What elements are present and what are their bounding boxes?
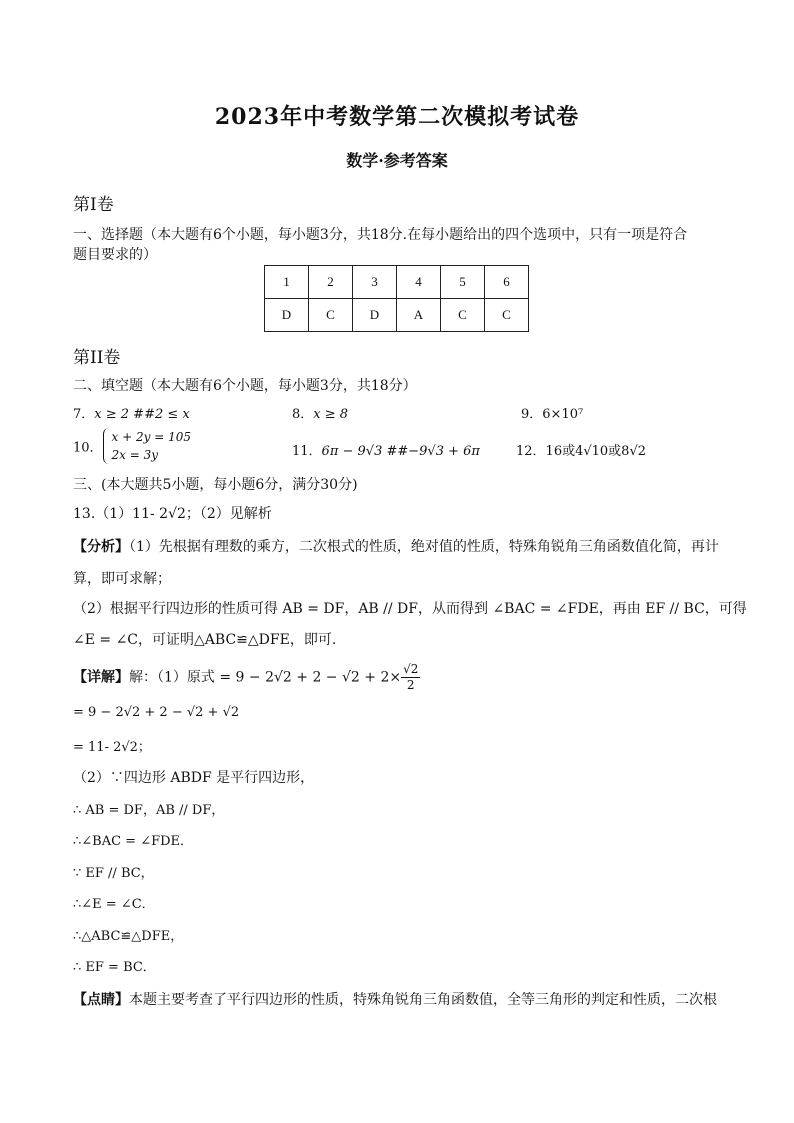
- part1-heading: 第Ⅰ卷: [73, 195, 114, 215]
- analysis-line-4: ∠E = ∠C，可证明△ABC≌△DFE，即可.: [73, 632, 337, 648]
- question-number-cell: 1: [265, 266, 309, 299]
- page-subtitle: 数学·参考答案: [346, 151, 448, 170]
- detail-line-4: （2）∵四边形 ABDF 是平行四边形，: [73, 770, 315, 786]
- choice-answer-table: [264, 265, 529, 332]
- detail-line-1: [73, 662, 420, 693]
- q7-value: x ≥ 2 ##2 ≤ x: [94, 407, 190, 422]
- comment-line-1: [73, 989, 717, 1009]
- analysis-line-3: （2）根据平行四边形的性质可得 AB = DF，AB // DF，从而得到 ∠BAC = ∠FDE，再由 EF // BC，可得: [73, 601, 747, 617]
- q9-answer: [521, 403, 583, 422]
- fraction-denominator: 2: [406, 678, 415, 692]
- q9-value: 6×10⁷: [542, 407, 584, 422]
- detail-line-2: = 9 − 2√2 + 2 − √2 + √2: [73, 705, 240, 720]
- answer-cell: C: [441, 299, 485, 332]
- detail-line-3: = 11- 2√2；: [73, 740, 151, 755]
- analysis-line-1: [73, 536, 719, 556]
- analysis-tag: 【分析】: [73, 539, 129, 555]
- brace-icon: [103, 428, 110, 464]
- q12-number: 12．: [516, 444, 546, 459]
- q9-number: 9．: [521, 407, 543, 422]
- fraction-numerator: √2: [403, 662, 419, 676]
- table-header-row: [265, 266, 529, 299]
- question-number-cell: 2: [309, 266, 353, 299]
- detail-line-7: ∵ EF // BC，: [73, 866, 154, 881]
- q10-equation-1: x + 2y = 105: [111, 430, 191, 444]
- fill-section-heading: 二、填空题（本大题有6个小题，每小题3分，共18分）: [73, 378, 417, 394]
- q12-answer: [516, 440, 646, 459]
- question-number-cell: 6: [485, 266, 529, 299]
- answer-cell: C: [309, 299, 353, 332]
- q13-summary: 13.（1）11- 2√2；（2）见解析: [73, 506, 272, 522]
- detail-line-8: ∴∠E = ∠C．: [73, 897, 155, 912]
- q10-answer: [73, 428, 191, 464]
- comment-tag: 【点睛】: [73, 992, 129, 1008]
- q11-number: 11．: [292, 444, 322, 459]
- q10-equation-system: [112, 428, 191, 464]
- page-title: 2023年中考数学第二次模拟考试卷: [214, 104, 580, 130]
- q7-number: 7．: [73, 407, 95, 422]
- q11-value: 6π − 9√3 ##−9√3 + 6π: [321, 444, 480, 459]
- q11-answer: [292, 440, 480, 459]
- sqrt2-over-2-fraction: [401, 662, 420, 693]
- q7-answer: [73, 403, 190, 422]
- answer-cell: D: [265, 299, 309, 332]
- question-number-cell: 5: [441, 266, 485, 299]
- detail-line-5: ∴ AB = DF，AB // DF，: [73, 803, 225, 818]
- question-number-cell: 3: [353, 266, 397, 299]
- q8-value: x ≥ 8: [313, 407, 349, 422]
- answer-cell: C: [485, 299, 529, 332]
- q10-number: 10．: [73, 440, 103, 456]
- section3-heading: 三、(本大题共5小题，每小题6分，满分30分): [73, 477, 358, 493]
- part2-heading: 第II卷: [73, 348, 121, 368]
- detail-text-1: 解：（1）原式 = 9 − 2√2 + 2 − √2 + 2×: [129, 669, 402, 686]
- analysis-line-2: 算，即可求解；: [73, 571, 171, 587]
- analysis-text-1: （1）先根据有理数的乘方，二次根式的性质，绝对值的性质，特殊角锐角三角函数值化简，再计: [129, 539, 719, 555]
- detail-line-9: ∴△ABC≌△DFE，: [73, 929, 184, 944]
- q12-value: 16或4√10或8√2: [545, 444, 647, 459]
- answer-cell: A: [397, 299, 441, 332]
- table-answer-row: [265, 299, 529, 332]
- choice-section-instructions-line1: 一、选择题（本大题有6个小题，每小题3分，共18分.在每小题给出的四个选项中，只有一项是符合: [73, 227, 688, 243]
- choice-section-instructions-line2: 题目要求的）: [73, 247, 157, 263]
- detail-tag: 【详解】: [73, 669, 129, 686]
- q10-equation-2: 2x = 3y: [111, 448, 159, 462]
- detail-line-6: ∴∠BAC = ∠FDE．: [73, 834, 194, 849]
- question-number-cell: 4: [397, 266, 441, 299]
- comment-text-1: 本题主要考查了平行四边形的性质，特殊角锐角三角函数值，全等三角形的判定和性质，二次根: [129, 992, 717, 1008]
- answer-cell: D: [353, 299, 397, 332]
- q8-number: 8．: [292, 407, 314, 422]
- detail-line-10: ∴ EF = BC．: [73, 960, 156, 975]
- q8-answer: [292, 403, 348, 422]
